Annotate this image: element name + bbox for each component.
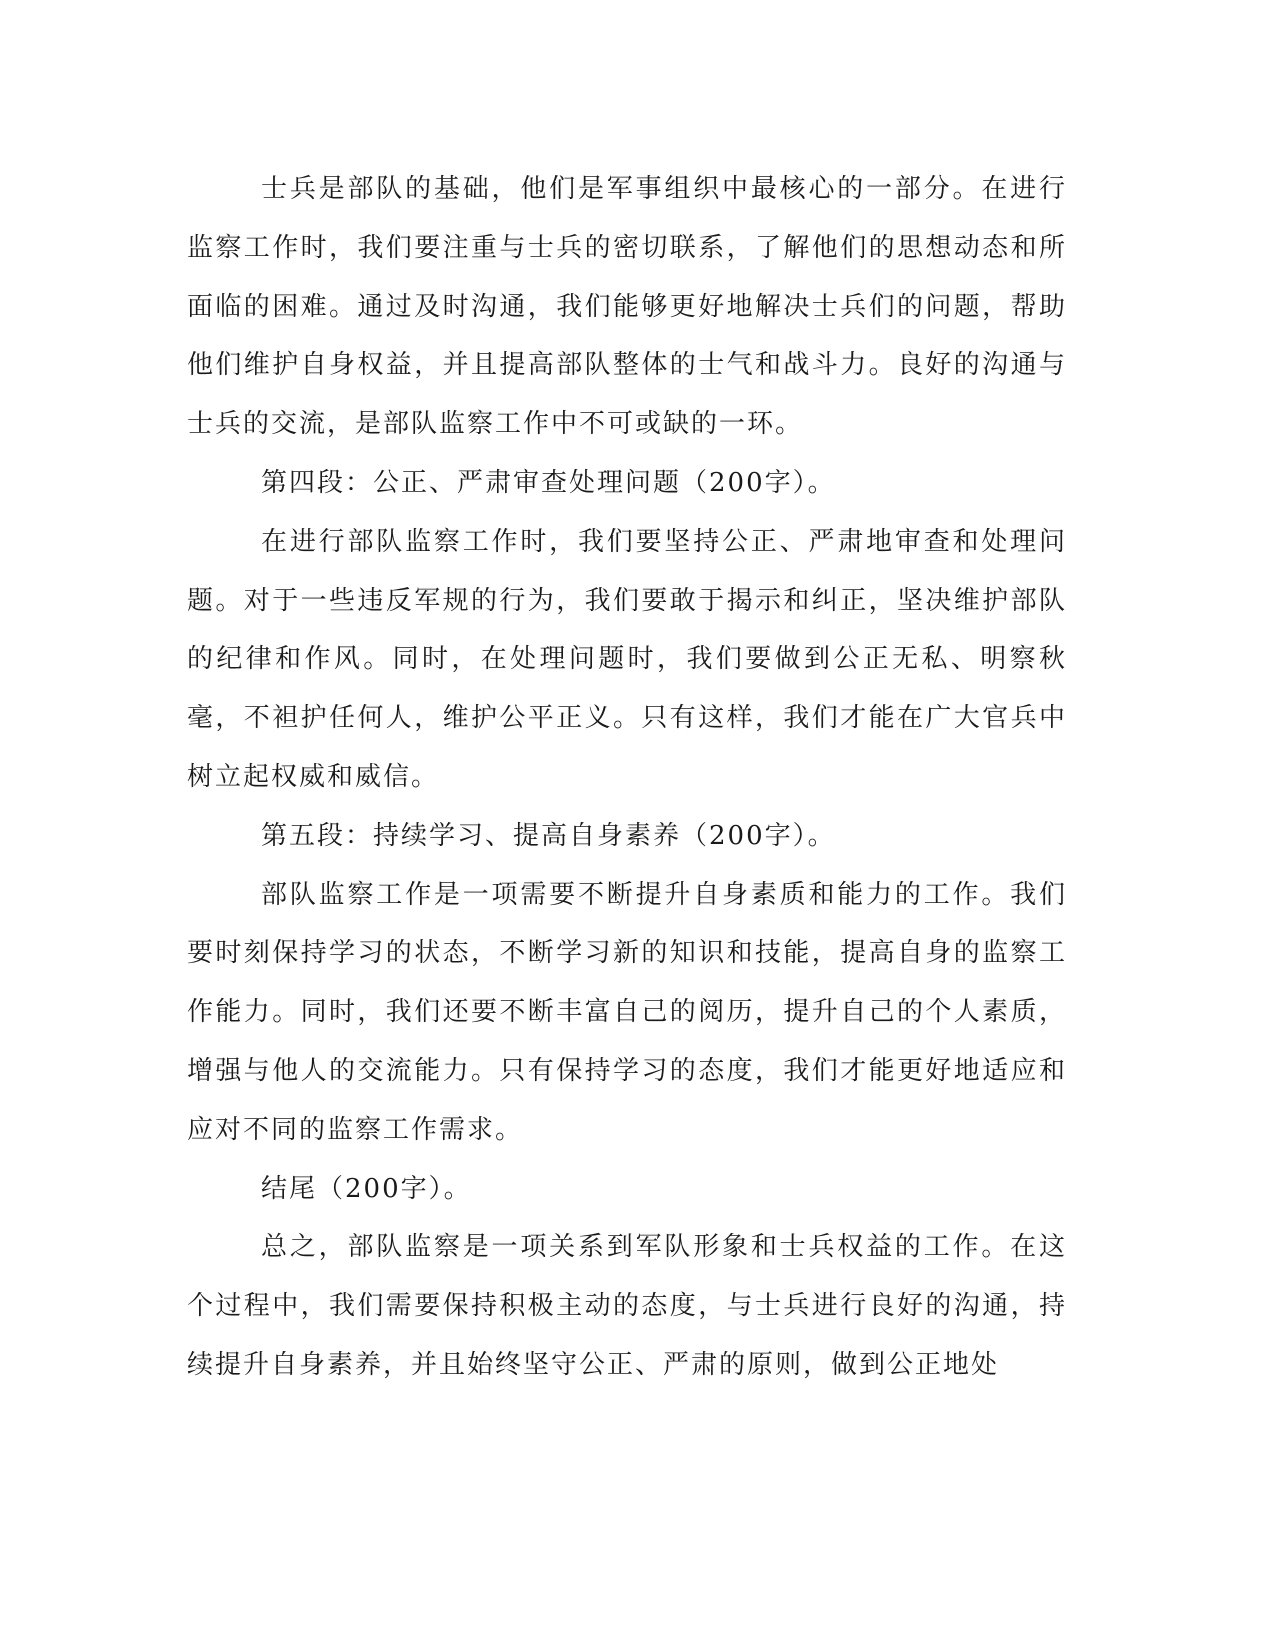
section-heading-fourth: 第四段：公正、严肃审查处理问题（200字）。 xyxy=(261,467,836,498)
paragraph-fair-review: 在进行部队监察工作时，我们要坚持公正、严肃地审查和处理问题。对于一些违反军规的行为，我们要敢于揭示和纠正，坚决维护部队的纪律和作风。同时，在处理问题时，我们要做到公正无私、明察秋毫，不袒护任何人，维护公平正义。只有这样，我们才能在广大官兵中树立起权威和威信。 xyxy=(187,526,1067,792)
paragraph-continuous-learning: 部队监察工作是一项需要不断提升自身素质和能力的工作。我们要时刻保持学习的状态，不断学习新的知识和技能，提高自身的监察工作能力。同时，我们还要不断丰富自己的阅历，提升自己的个人素质，增强与他人的交流能力。只有保持学习的态度，我们才能更好地适应和应对不同的监察工作需求。 xyxy=(187,879,1067,1145)
document-body xyxy=(187,160,1067,1395)
section-heading-ending: 结尾（200字）。 xyxy=(261,1173,472,1204)
section-heading-fifth: 第五段：持续学习、提高自身素养（200字）。 xyxy=(261,820,836,851)
paragraph-soldiers-communication: 士兵是部队的基础，他们是军事组织中最核心的一部分。在进行监察工作时，我们要注重与士兵的密切联系，了解他们的思想动态和所面临的困难。通过及时沟通，我们能够更好地解决士兵们的问题，帮助他们维护自身权益，并且提高部队整体的士气和战斗力。良好的沟通与士兵的交流，是部队监察工作中不可或缺的一环。 xyxy=(187,174,1067,440)
paragraph-conclusion: 总之，部队监察是一项关系到军队形象和士兵权益的工作。在这个过程中，我们需要保持积极主动的态度，与士兵进行良好的沟通，持续提升自身素养，并且始终坚守公正、严肃的原则，做到公正地处 xyxy=(187,1232,1067,1380)
